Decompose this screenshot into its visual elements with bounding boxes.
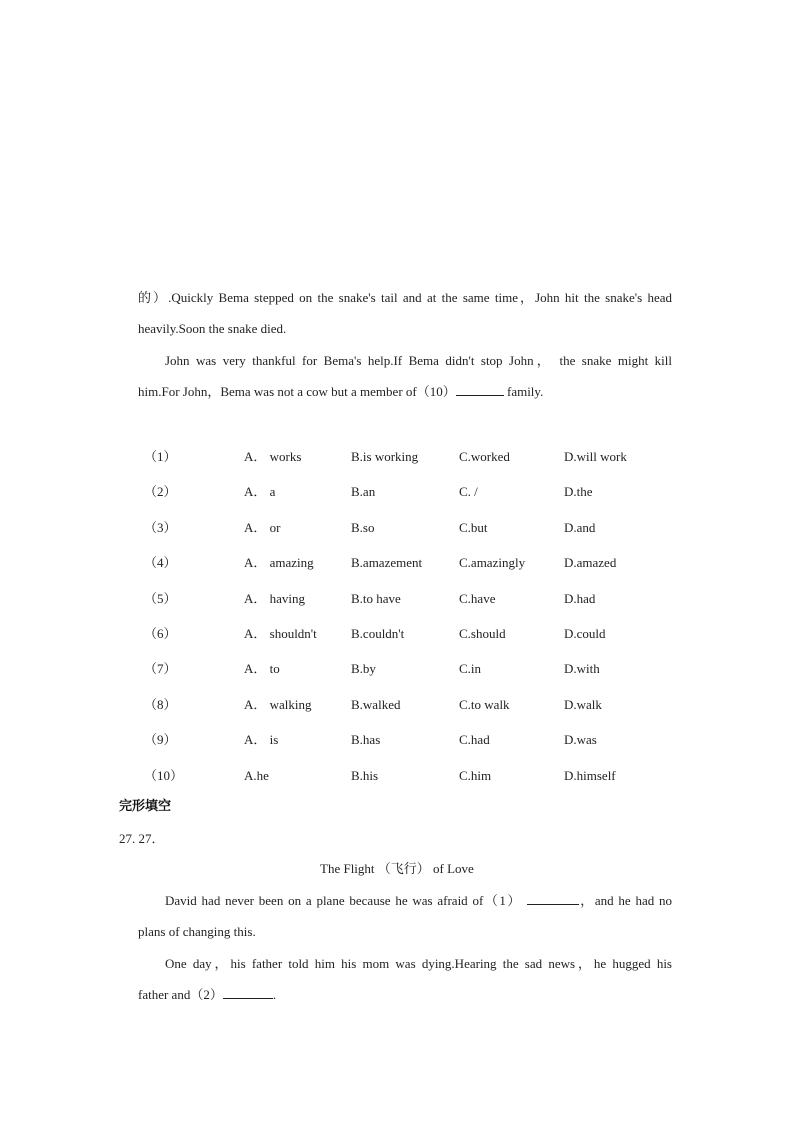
- option-a[interactable]: A． is: [244, 732, 279, 748]
- passage2-line3: One day，his father told him his mom was dying.Hearing the sad news，he hugged his: [165, 956, 672, 971]
- option-row: [144, 768, 704, 803]
- option-a[interactable]: A． works: [244, 449, 302, 464]
- option-d[interactable]: D.himself: [564, 767, 616, 783]
- option-row: [144, 555, 704, 590]
- option-row: [144, 661, 704, 696]
- section-heading: 完形填空: [119, 799, 172, 814]
- options-table: [144, 449, 704, 803]
- option-b[interactable]: B.has: [351, 732, 381, 748]
- option-c[interactable]: C.have: [459, 590, 496, 606]
- question-number: （9）: [144, 732, 177, 748]
- option-b[interactable]: B.walked: [351, 696, 401, 712]
- passage1-line3-wrap: [165, 353, 672, 369]
- option-a[interactable]: A.he: [244, 767, 269, 783]
- option-a[interactable]: A． having: [244, 590, 306, 606]
- question-number-label: 27. 27．: [119, 831, 165, 846]
- option-d[interactable]: D.could: [564, 625, 606, 641]
- option-b[interactable]: B.by: [351, 661, 376, 677]
- option-a[interactable]: A． walking: [244, 696, 312, 712]
- passage2-line4: [138, 987, 276, 1003]
- question-number: （3）: [144, 519, 177, 535]
- option-d[interactable]: D.walk: [564, 696, 602, 712]
- option-c[interactable]: C.but: [459, 519, 488, 535]
- option-c[interactable]: C. /: [459, 484, 478, 500]
- passage1-line3: John was very thankful for Bema's help.If Bema didn't stop John， the snake might kill: [165, 353, 672, 368]
- passage1-line4: [138, 384, 543, 400]
- option-b[interactable]: B.his: [351, 767, 379, 783]
- passage1-line2: heavily.Soon the snake died.: [138, 321, 287, 336]
- passage2-line4-suffix: .: [272, 987, 277, 1002]
- option-d[interactable]: D.with: [564, 661, 600, 677]
- passage2-line1: [165, 893, 672, 909]
- option-a[interactable]: A． a: [244, 484, 276, 500]
- option-c[interactable]: C.worked: [459, 449, 510, 464]
- question-number: （4）: [144, 555, 177, 571]
- option-b[interactable]: B.an: [351, 484, 376, 500]
- passage1-line1: 的）.Quickly Bema stepped on the snake's tail and at the same time，John hit the snake's head: [138, 290, 672, 305]
- option-a[interactable]: A． amazing: [244, 555, 314, 571]
- option-d[interactable]: D.had: [564, 590, 596, 606]
- passage2-line2: plans of changing this.: [138, 924, 256, 939]
- option-d[interactable]: D.was: [564, 732, 597, 748]
- option-c[interactable]: C.in: [459, 661, 482, 677]
- option-d[interactable]: D.and: [564, 519, 596, 535]
- answer-blank-10[interactable]: [456, 384, 504, 396]
- option-c[interactable]: C.should: [459, 625, 506, 641]
- answer-blank-1[interactable]: [527, 893, 579, 905]
- option-d[interactable]: D.amazed: [564, 555, 617, 571]
- option-row: [144, 520, 704, 555]
- question-number: （10）: [144, 767, 184, 783]
- option-d[interactable]: D.will work: [564, 449, 627, 464]
- option-row: [144, 732, 704, 767]
- question-number: （1）: [144, 449, 177, 464]
- passage1-line4-prefix: him.For John，Bema was not a cow but a member of（10）: [138, 384, 456, 399]
- option-row: [144, 626, 704, 661]
- option-b[interactable]: B.so: [351, 519, 375, 535]
- passage2-line1-prefix: David had never been on a plane because he was afraid of（1）: [165, 893, 522, 908]
- option-row: [144, 449, 704, 484]
- passage2-line4-prefix: father and（2）: [138, 987, 223, 1002]
- option-d[interactable]: D.the: [564, 484, 593, 500]
- option-c[interactable]: C.had: [459, 732, 490, 748]
- question-number: （2）: [144, 484, 177, 500]
- option-row: [144, 591, 704, 626]
- passage2-line1-wrap: [165, 893, 672, 909]
- option-a[interactable]: A． to: [244, 661, 280, 677]
- option-row: [144, 484, 704, 519]
- question-number: （6）: [144, 625, 177, 641]
- question-number: （7）: [144, 661, 177, 677]
- option-a[interactable]: A． or: [244, 519, 281, 535]
- question-number: （8）: [144, 696, 177, 712]
- passage2-title: The Flight （飞行） of Love: [320, 861, 474, 876]
- passage1-line4-suffix: family.: [503, 384, 544, 399]
- option-b[interactable]: B.amazement: [351, 555, 423, 571]
- option-a[interactable]: A． shouldn't: [244, 625, 317, 641]
- passage2-line3-wrap: [165, 956, 672, 972]
- question-number: （5）: [144, 590, 177, 606]
- option-b[interactable]: B.couldn't: [351, 625, 405, 641]
- option-b[interactable]: B.is working: [351, 449, 419, 464]
- option-c[interactable]: C.amazingly: [459, 555, 526, 571]
- option-c[interactable]: C.to walk: [459, 696, 510, 712]
- option-row: [144, 697, 704, 732]
- passage1-line1-wrap: [138, 290, 672, 306]
- option-c[interactable]: C.him: [459, 767, 492, 783]
- answer-blank-2[interactable]: [223, 987, 273, 999]
- option-b[interactable]: B.to have: [351, 590, 401, 606]
- passage2-line1-suffix: ，and he had no: [578, 893, 673, 908]
